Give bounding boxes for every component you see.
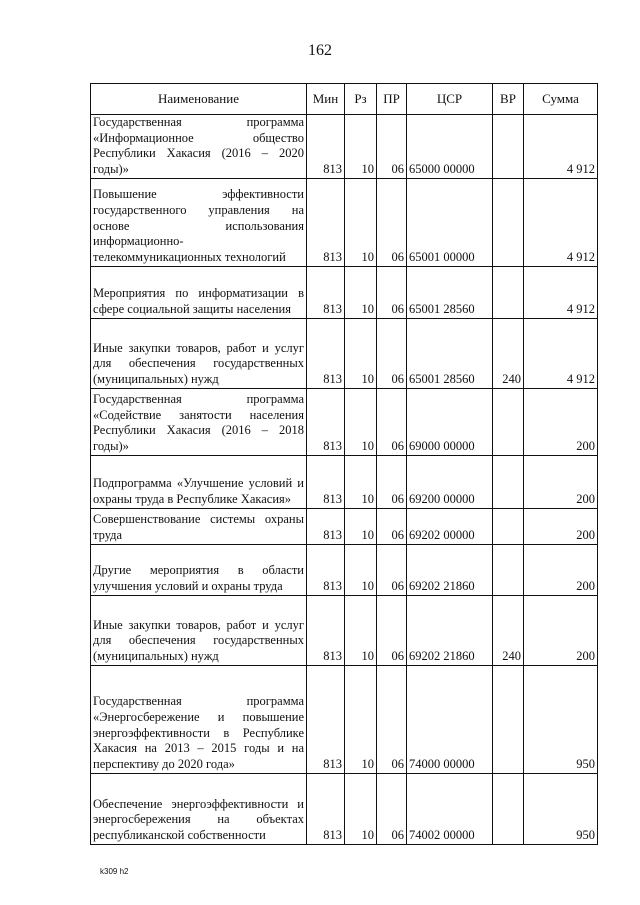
row-sum: 200 (524, 508, 598, 544)
table-row (91, 455, 598, 508)
header-name: Наименование (91, 84, 307, 115)
row-csr: 69200 00000 (407, 455, 493, 508)
row-vr (493, 544, 524, 595)
row-name: Совершенствование системы охраны труда (91, 508, 307, 544)
row-min: 813 (307, 544, 345, 595)
row-pr: 06 (377, 773, 407, 844)
row-rz: 10 (345, 665, 377, 773)
row-min: 813 (307, 665, 345, 773)
row-vr (493, 115, 524, 179)
header-pr: ПР (377, 84, 407, 115)
row-name: Повышение эффективности государственного управления на основе использования информационно-телекоммуникационных технологий (91, 178, 307, 266)
row-rz: 10 (345, 508, 377, 544)
row-rz: 10 (345, 773, 377, 844)
header-sum: Сумма (524, 84, 598, 115)
table-row (91, 665, 598, 773)
row-vr: 240 (493, 318, 524, 388)
row-rz: 10 (345, 318, 377, 388)
row-name: Обеспечение энергоэффективности и энергосбережения на объектах республиканской собственности (91, 773, 307, 844)
row-min: 813 (307, 318, 345, 388)
row-min: 813 (307, 455, 345, 508)
row-vr (493, 388, 524, 455)
row-vr (493, 508, 524, 544)
row-pr: 06 (377, 455, 407, 508)
row-pr: 06 (377, 318, 407, 388)
row-csr: 65001 28560 (407, 318, 493, 388)
row-name: Мероприятия по информатизации в сфере социальной защиты населения (91, 266, 307, 318)
table-row (91, 318, 598, 388)
header-min: Мин (307, 84, 345, 115)
row-vr (493, 266, 524, 318)
footer-code: k309 h2 (100, 867, 129, 876)
row-min: 813 (307, 266, 345, 318)
page-number: 162 (308, 42, 332, 59)
row-sum: 4 912 (524, 266, 598, 318)
table-row (91, 508, 598, 544)
row-pr: 06 (377, 388, 407, 455)
row-min: 813 (307, 508, 345, 544)
row-min: 813 (307, 773, 345, 844)
row-name: Государственная программа «Энергосбережение и повышение энергоэффективности в Республике Хакасия на 2013 – 2015 годы и на перспективу до 2020 года» (91, 665, 307, 773)
row-vr (493, 178, 524, 266)
header-csr: ЦСР (407, 84, 493, 115)
row-csr: 65001 00000 (407, 178, 493, 266)
row-sum: 200 (524, 595, 598, 665)
row-csr: 74000 00000 (407, 665, 493, 773)
row-sum: 200 (524, 544, 598, 595)
row-sum: 950 (524, 665, 598, 773)
row-csr: 65001 28560 (407, 266, 493, 318)
table-row (91, 388, 598, 455)
table-row (91, 544, 598, 595)
row-min: 813 (307, 388, 345, 455)
row-name: Другие мероприятия в области улучшения условий и охраны труда (91, 544, 307, 595)
row-name: Иные закупки товаров, работ и услуг для обеспечения государственных (муниципальных) нужд (91, 595, 307, 665)
table-row (91, 595, 598, 665)
budget-table (90, 83, 598, 845)
row-name: Подпрограмма «Улучшение условий и охраны труда в Республике Хакасия» (91, 455, 307, 508)
row-vr: 240 (493, 595, 524, 665)
row-name: Государственная программа «Содействие занятости населения Республики Хакасия (2016 – 2018 годы)» (91, 388, 307, 455)
row-min: 813 (307, 178, 345, 266)
row-csr: 65000 00000 (407, 115, 493, 179)
row-pr: 06 (377, 115, 407, 179)
row-rz: 10 (345, 266, 377, 318)
header-row (91, 84, 598, 115)
row-sum: 4 912 (524, 178, 598, 266)
table-row (91, 773, 598, 844)
table-row (91, 115, 598, 179)
row-vr (493, 665, 524, 773)
row-min: 813 (307, 115, 345, 179)
row-rz: 10 (345, 388, 377, 455)
row-csr: 69000 00000 (407, 388, 493, 455)
row-rz: 10 (345, 595, 377, 665)
row-sum: 4 912 (524, 318, 598, 388)
row-vr (493, 773, 524, 844)
row-name: Иные закупки товаров, работ и услуг для обеспечения государственных (муниципальных) нужд (91, 318, 307, 388)
table-row (91, 178, 598, 266)
row-csr: 69202 21860 (407, 544, 493, 595)
row-name: Государственная программа «Информационное общество Республики Хакасия (2016 – 2020 годы)» (91, 115, 307, 179)
row-min: 813 (307, 595, 345, 665)
row-rz: 10 (345, 115, 377, 179)
row-rz: 10 (345, 544, 377, 595)
row-pr: 06 (377, 508, 407, 544)
row-csr: 69202 00000 (407, 508, 493, 544)
row-pr: 06 (377, 665, 407, 773)
row-pr: 06 (377, 178, 407, 266)
row-pr: 06 (377, 595, 407, 665)
row-vr (493, 455, 524, 508)
row-rz: 10 (345, 178, 377, 266)
row-csr: 74002 00000 (407, 773, 493, 844)
row-sum: 950 (524, 773, 598, 844)
row-pr: 06 (377, 544, 407, 595)
row-sum: 200 (524, 455, 598, 508)
row-pr: 06 (377, 266, 407, 318)
row-sum: 4 912 (524, 115, 598, 179)
row-rz: 10 (345, 455, 377, 508)
header-vr: ВР (493, 84, 524, 115)
header-rz: Рз (345, 84, 377, 115)
table-row (91, 266, 598, 318)
row-csr: 69202 21860 (407, 595, 493, 665)
row-sum: 200 (524, 388, 598, 455)
